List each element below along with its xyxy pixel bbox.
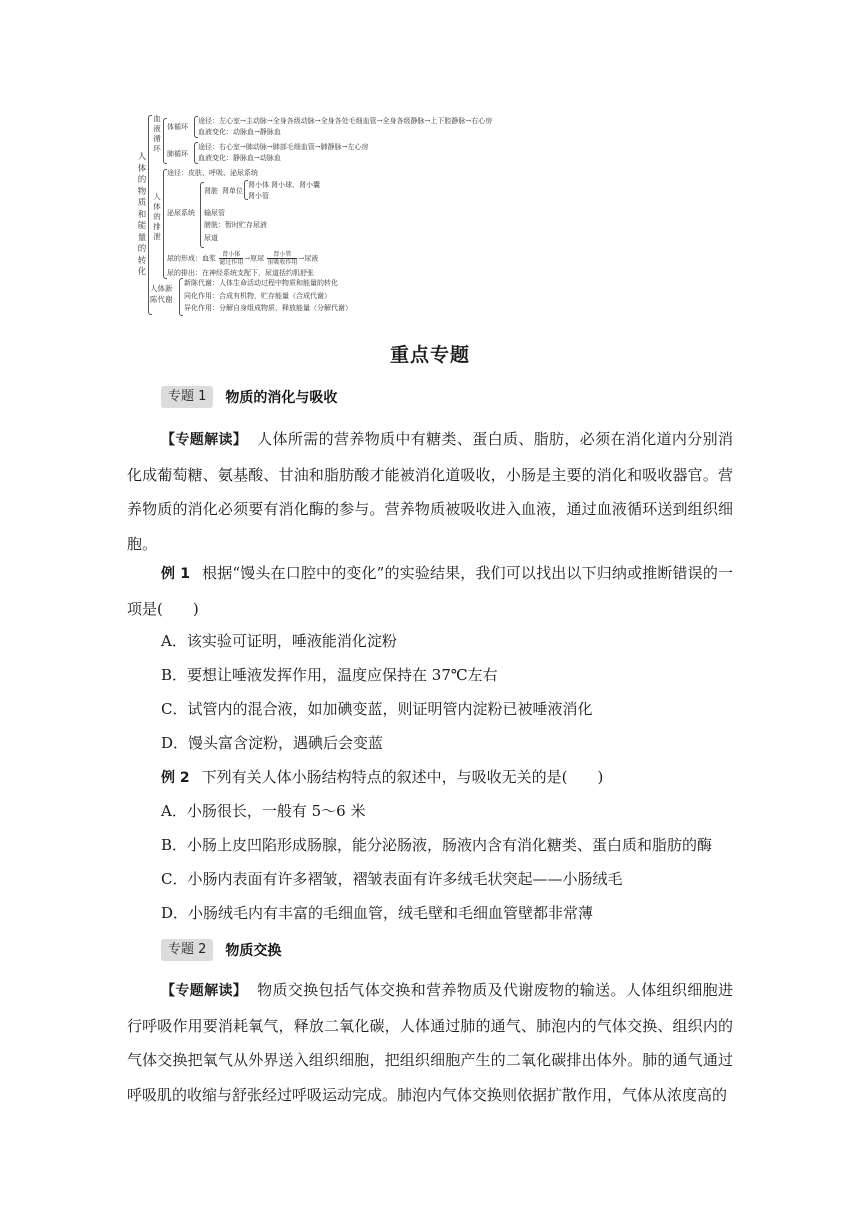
glomerulus-row xyxy=(248,180,320,190)
example-2-option-d: D．小肠绒毛内有丰富的毛细血管，绒毛壁和毛细血管壁都非常薄 xyxy=(161,904,594,922)
example-2-option-b: B．小肠上皮凹陷形成肠腺，能分泌肠液，肠液内含有消化糖类、蛋白质和脂肪的酶 xyxy=(161,836,713,854)
example-1-option-d: D．馒头富含淀粉，遇碘后会变蓝 xyxy=(161,734,384,752)
concept-map-root: 人体的物质和能量的转化 xyxy=(137,152,147,277)
systemic-change: 血液变化：动脉血→静脉血 xyxy=(198,128,281,136)
primary-urine: 原尿 xyxy=(250,254,265,263)
example-2-option-c: C．小肠内表面有许多褶皱，褶皱表面有许多绒毛状突起——小肠绒毛 xyxy=(161,870,623,888)
page-title: 重点专题 xyxy=(389,344,470,366)
example-1-label: 例 1 xyxy=(161,566,190,582)
glomerulus-parts: 肾小球、肾小囊 xyxy=(271,181,320,189)
pulmonary-label: 肺循环 xyxy=(167,150,188,158)
topic-2-interpretation xyxy=(127,973,733,1112)
concept-map xyxy=(136,112,576,318)
topic-2-title: 物质交换 xyxy=(225,943,282,959)
topic-1-title: 物质的消化与吸收 xyxy=(225,390,338,406)
bladder-label: 膀胱：暂时贮存尿液 xyxy=(204,221,267,229)
reabsorption-bottom: 重吸收作用 xyxy=(267,259,298,266)
pulmonary-change: 血液变化：静脉血→动脉血 xyxy=(198,154,281,162)
urinary-system-label: 泌尿系统 xyxy=(167,209,195,217)
example-2-option-a: A．小肠很长，一般有 5～6 米 xyxy=(161,802,366,820)
urine-label: 尿液 xyxy=(304,254,319,263)
filtration-top: 肾小体 xyxy=(219,251,243,259)
systemic-label: 体循环 xyxy=(167,123,188,131)
reabsorption-top: 肾小管 xyxy=(267,251,297,259)
urine-formation-row: 尿的形成：血浆 肾小体 滤过作用 →原尿 肾小管 重吸收作用 →尿液 xyxy=(167,251,319,266)
systemic-path: 途径：左心室→主动脉→全身各级动脉→全身各处毛细血管→全身各级静脉→上下腔静脉→右心房 xyxy=(198,117,493,125)
interpretation-label: 【专题解读】 xyxy=(161,432,248,448)
example-1-question xyxy=(127,556,733,626)
excretion-path: 途径：皮肤、呼吸、泌尿系统 xyxy=(167,169,258,177)
anabolism: 同化作用：合成有机物，贮存能量（合成代谢） xyxy=(184,292,331,300)
metabolism-def: 新陈代谢：人体生命活动过程中物质和能量的转化 xyxy=(184,279,338,287)
kidney-label: 肾脏 xyxy=(204,187,218,195)
ureter-label: 输尿管 xyxy=(204,209,225,217)
topic-2-tag: 专题 2 xyxy=(161,939,213,961)
excretion-label: 人体的排泄 xyxy=(153,192,161,241)
filtration-bottom: 滤过作用 xyxy=(219,259,244,266)
interpretation-text: 人体所需的营养物质中有糖类、蛋白质、脂肪，必须在消化道内分别消化成葡萄糖、氨基酸、甘油和脂肪酸才能被消化道吸收，小肠是主要的消化和吸收器官。营养物质的消化必须要有消化酶的参与。营养物质被吸收进入血液，通过血液循环送到组织细胞。 xyxy=(127,430,733,553)
example-2-text: 下列有关人体小肠结构特点的叙述中，与吸收无关的是( ) xyxy=(201,768,604,786)
topic-1-interpretation xyxy=(127,422,733,561)
example-2-question xyxy=(161,767,603,788)
example-1-option-b: B．要想让唾液发挥作用，温度应保持在 37℃左右 xyxy=(161,666,498,684)
topic-1-heading xyxy=(161,386,337,408)
urine-discharge: 尿的排出：在神经系统支配下，尿道括约肌舒张 xyxy=(167,269,314,277)
kidney-unit-label: 肾单位 xyxy=(222,187,243,195)
blood-circulation-label: 血液循环 xyxy=(153,114,161,153)
filtration-arrow xyxy=(219,251,243,266)
tubule-label: 肾小管 xyxy=(248,192,269,200)
metabolism-bracket xyxy=(179,278,183,316)
topic-1-tag: 专题 1 xyxy=(161,386,213,408)
example-1-option-a: A．该实验可证明，唾液能消化淀粉 xyxy=(161,632,397,650)
topic-2-heading xyxy=(161,939,281,961)
reabsorption-arrow xyxy=(267,251,297,266)
example-1-text: 根据“馒头在口腔中的变化”的实验结果，我们可以找出以下归纳或推断错误的一项是( ) xyxy=(127,564,733,618)
pulmonary-path: 途径：右心室→肺动脉→肺部毛细血管→肺静脉→左心房 xyxy=(198,143,369,151)
example-1-option-c: C．试管内的混合液，如加碘变蓝，则证明管内淀粉已被唾液消化 xyxy=(161,700,593,718)
urine-formation-label: 尿的形成：血浆 xyxy=(167,254,216,263)
example-2-label: 例 2 xyxy=(161,770,190,786)
urethra-label: 尿道 xyxy=(204,234,218,242)
metabolism-label: 人体新陈代谢 xyxy=(150,284,173,304)
glomerulus-label: 肾小体 xyxy=(248,181,269,189)
catabolism: 异化作用：分解自身组成物质，释放能量（分解代谢） xyxy=(184,304,352,312)
interpretation-label-2: 【专题解读】 xyxy=(161,983,248,999)
interpretation-text-2: 物质交换包括气体交换和营养物质及代谢废物的输送。人体组织细胞进行呼吸作用要消耗氧气，释放二氧化碳，人体通过肺的通气、肺泡内的气体交换、组织内的气体交换把氧气从外界送入组织细胞，把组织细胞产生的二氧化碳排出体外。肺的通气通过呼吸肌的收缩与舒张经过呼吸运动完成。肺泡内气体交换则依据扩散作用，气体从浓度高的 xyxy=(127,981,733,1104)
